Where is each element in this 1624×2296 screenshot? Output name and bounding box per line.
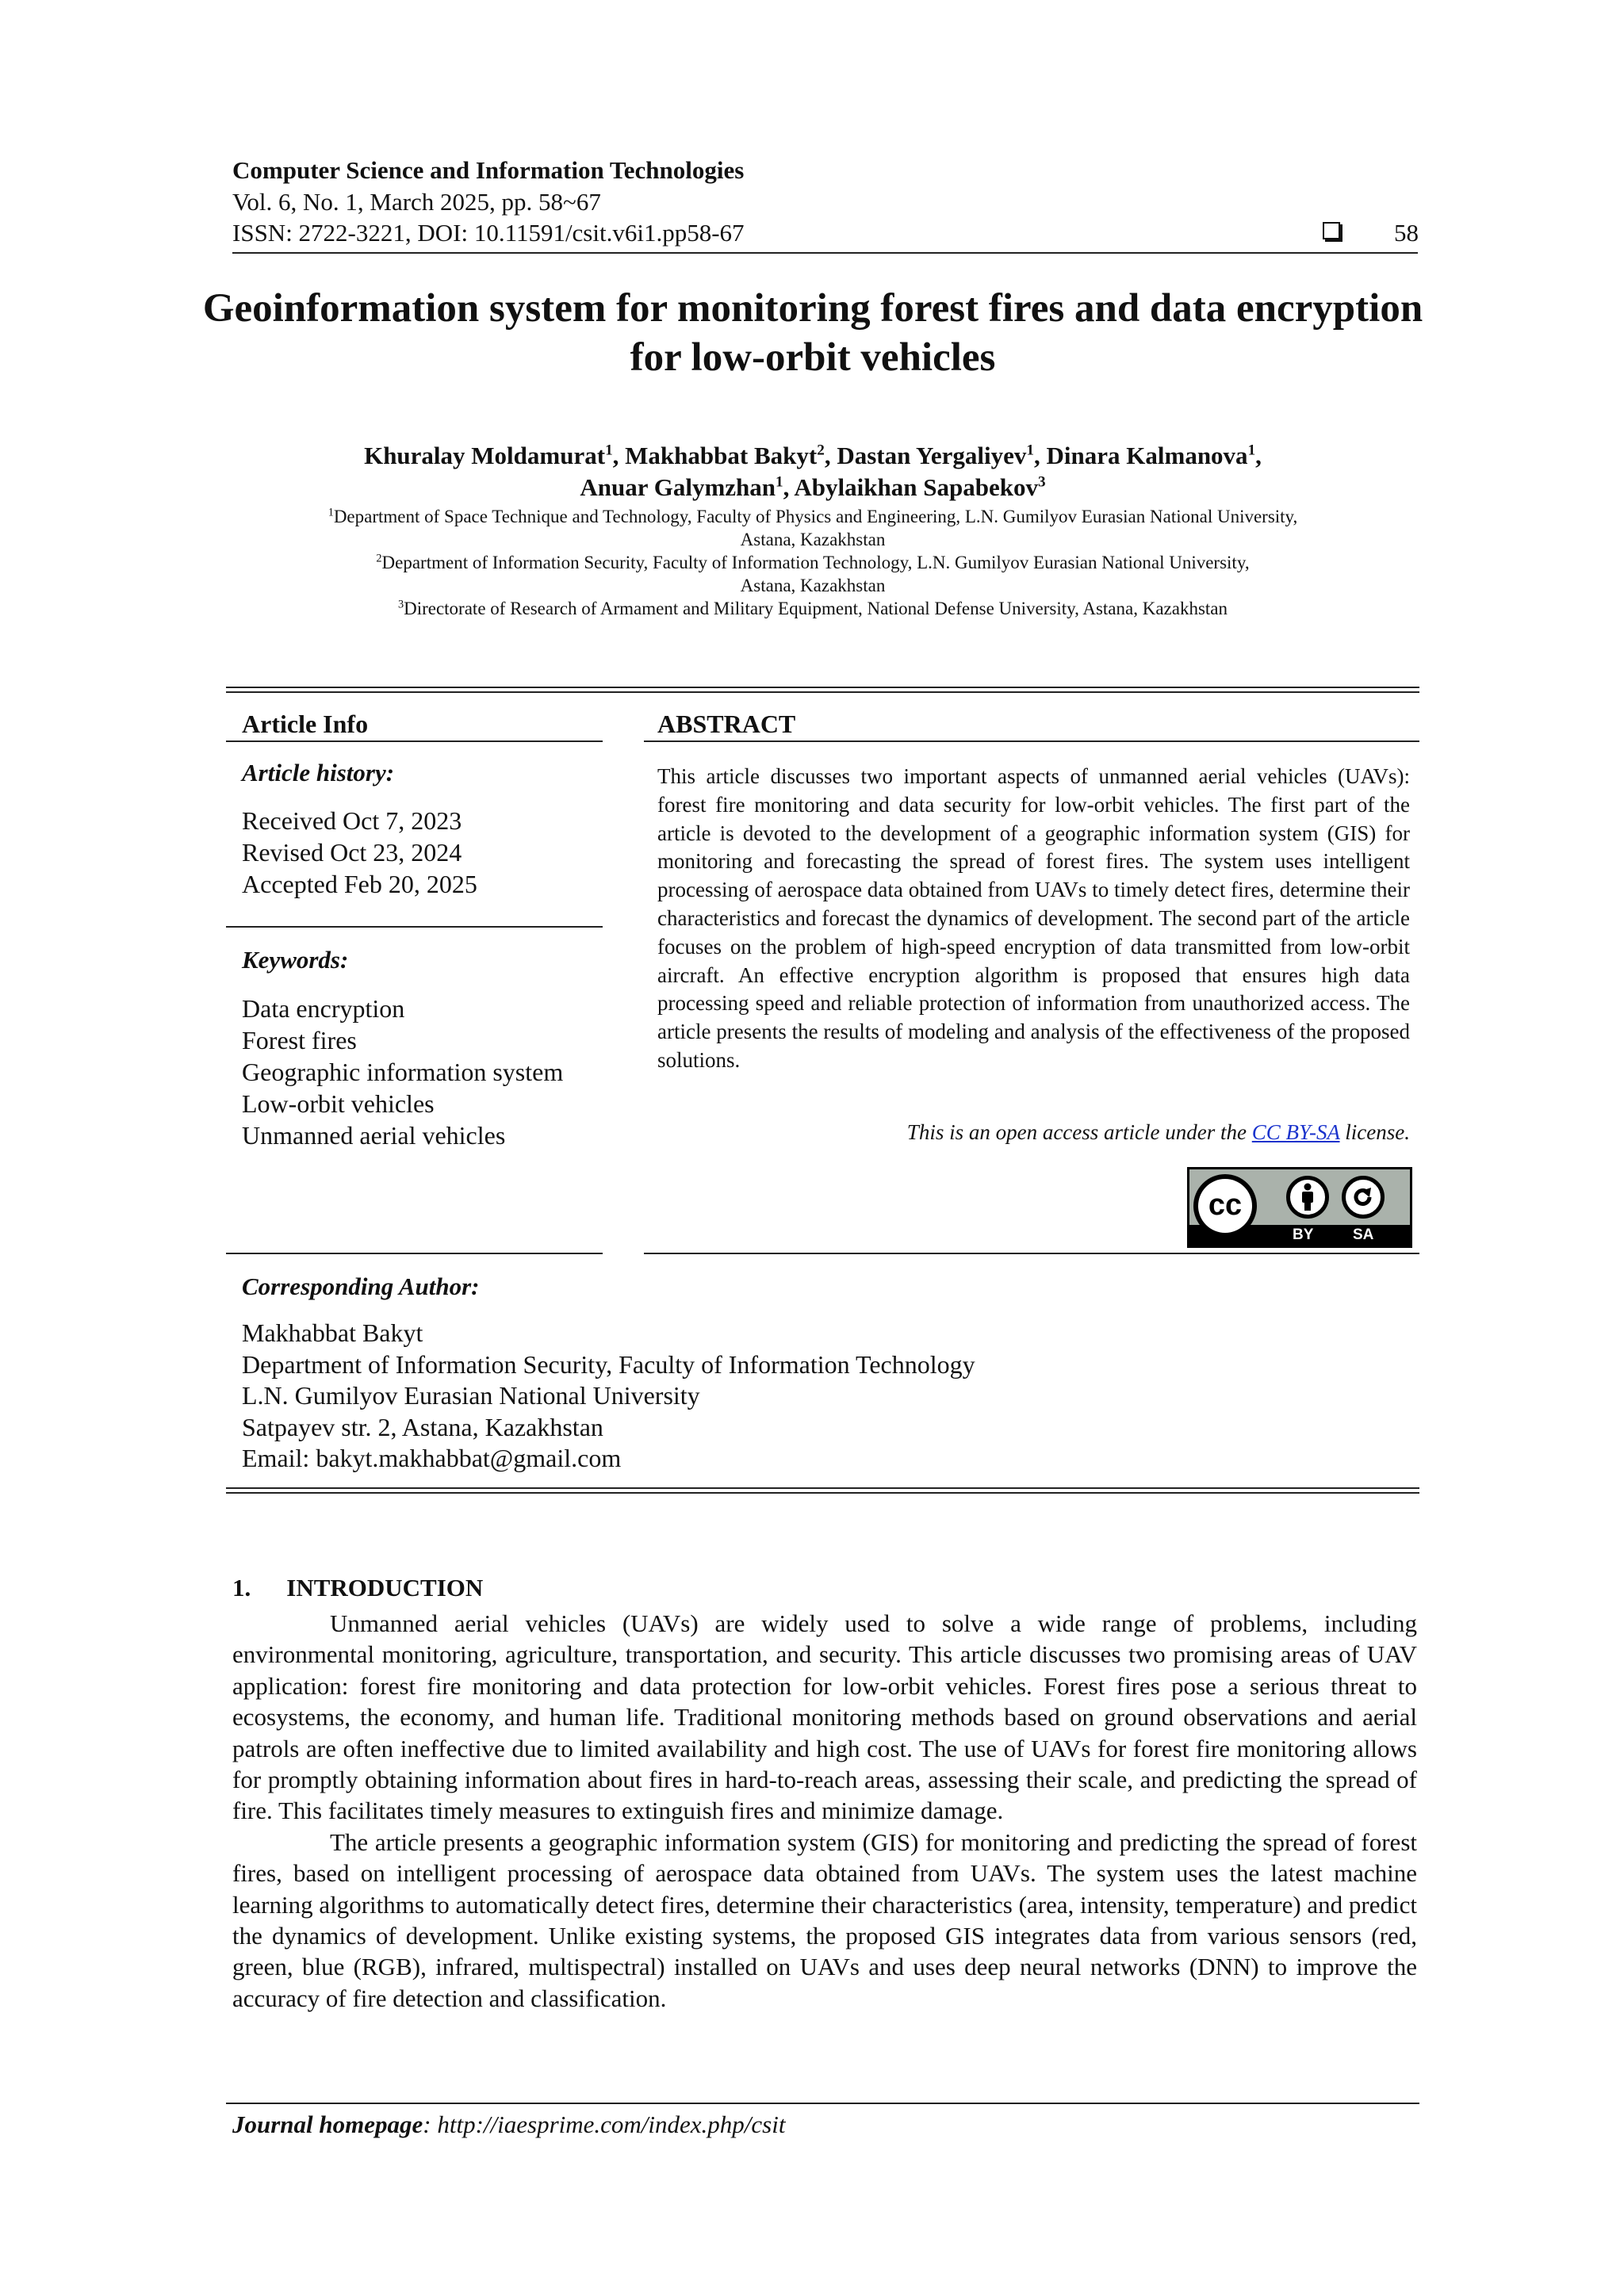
homepage-url[interactable]: : http://iaesprime.com/index.php/csit — [423, 2110, 786, 2138]
keyword: Geographic information system — [242, 1058, 564, 1086]
accepted-date: Accepted Feb 20, 2025 — [242, 870, 477, 898]
introduction-body — [232, 1608, 1417, 2014]
history-heading: Article history: — [242, 759, 395, 786]
author: Abylaikhan Sapabekov$^3$ — [794, 473, 1046, 501]
box-bullet-icon — [1323, 222, 1340, 239]
keywords-heading: Keywords: — [242, 946, 349, 974]
received-date: Received Oct 7, 2023 — [242, 806, 462, 835]
section-heading — [232, 1574, 483, 1602]
corresponding-university: L.N. Gumilyov Eurasian National University — [242, 1381, 700, 1410]
keywords-rule — [226, 1253, 603, 1254]
abstract-heading: ABSTRACT — [657, 710, 796, 738]
article-history — [242, 805, 477, 900]
corresponding-address: Satpayev str. 2, Astana, Kazakhstan — [242, 1412, 603, 1441]
abstract-rule — [644, 740, 1419, 742]
cc-by-sa-badge[interactable] — [1187, 1167, 1412, 1248]
corresponding-details — [242, 1318, 975, 1475]
corresponding-heading: Corresponding Author: — [242, 1272, 480, 1300]
corresponding-email: Email: bakyt.makhabbat@gmail.com — [242, 1444, 622, 1472]
keyword-list — [242, 993, 563, 1151]
keyword: Forest fires — [242, 1026, 357, 1054]
article-info-rule — [226, 740, 603, 742]
keyword: Low-orbit vehicles — [242, 1089, 435, 1118]
keyword: Data encryption — [242, 994, 405, 1023]
journal-name: Computer Science and Information Technologies — [232, 156, 745, 184]
info-top-rule — [226, 691, 1419, 693]
affiliation-cont: Astana, Kazakhstan — [740, 530, 886, 549]
page-number: 58 — [1394, 219, 1419, 247]
cc-by-label: BY — [1293, 1226, 1314, 1243]
section-title: INTRODUCTION — [286, 1574, 484, 1601]
corresponding-bottom-rule — [226, 1487, 1419, 1489]
attribution-icon — [1286, 1176, 1329, 1219]
info-top-rule — [226, 687, 1419, 688]
cc-icon: cc — [1193, 1174, 1257, 1238]
keyword: Unmanned aerial vehicles — [242, 1121, 506, 1150]
author: Dastan Yergaliyev$^1$ — [837, 442, 1035, 469]
journal-issn: ISSN: 2722-3221, DOI: 10.11591/csit.v6i1.pp58-67 — [232, 219, 745, 247]
affiliation-cont: Astana, Kazakhstan — [740, 576, 886, 595]
affiliation: $^1$Department of Space Technique and Technology, Faculty of Physics and Engineering, L.N. Gumilyov Eurasian National University, — [327, 506, 1298, 526]
paragraph: The article presents a geographic information system (GIS) for monitoring and predicting the spread of forest fires, based on intelligent processing of aerospace data obtained from UAVs. The system uses the latest machine learning algorithms to automatically detect fires, determine their characteristics (area, intensity, temperature) and predict the dynamics of development. Unlike existing systems, the proposed GIS integrates data from various sensors (red, green, blue (RGB), infrared, multispectral) installed on UAVs and uses deep neural networks (DNN) to improve the accuracy of fire detection and classification. — [232, 1827, 1417, 2012]
author: Dinara Kalmanova$^1$ — [1046, 442, 1256, 469]
author-list: Khuralay Moldamurat$^1$, Makhabbat Bakyt$^2$, Dastan Yergaliyev$^1$, Dinara Kalmanova$^1$, Anuar Galymzhan$^1$, Abylaikhan Sapabekov$^3$ — [364, 442, 1262, 501]
section-number: 1. — [232, 1574, 251, 1601]
affiliation-list — [159, 505, 1467, 620]
abstract-bottom-rule — [644, 1253, 1419, 1254]
abstract-body: This article discusses two important aspects of unmanned aerial vehicles (UAVs): forest fire monitoring and data security for low-orbit vehicles. The first part of the article is devoted to the development of a geographic information system (GIS) for monitoring and forecasting the spread of forest fires. The system uses intelligent processing of aerospace data obtained from UAVs to timely detect fires, determine their characteristics and forecast the dynamics of development. The second part of the article focuses on the problem of high-speed encryption of data transmitted from low-orbit aircraft. An effective encryption algorithm is proposed that ensures high data processing speed and reliable protection of information from unauthorized access. The article presents the results of modeling and analysis of the effectiveness of the proposed solutions. — [657, 764, 1410, 1072]
author: Anuar Galymzhan$^1$ — [580, 473, 783, 501]
cc-sa-label: SA — [1353, 1226, 1374, 1243]
paper-title: Geoinformation system for monitoring forest fires and data encryption for low-orbit vehicles — [202, 286, 1423, 380]
license-note: This is an open access article under the CC BY-SA license. — [906, 1120, 1410, 1144]
revised-date: Revised Oct 23, 2024 — [242, 838, 462, 867]
corresponding-name: Makhabbat Bakyt — [242, 1318, 423, 1347]
affiliation: $^2$Department of Information Security, Faculty of Information Technology, L.N. Gumilyov Eurasian National University, — [376, 552, 1250, 572]
journal-volume: Vol. 6, No. 1, March 2025, pp. 58~67 — [232, 188, 601, 216]
license-link[interactable]: CC BY-SA — [1251, 1120, 1340, 1144]
author: Khuralay Moldamurat$^1$ — [364, 442, 613, 469]
author: Makhabbat Bakyt$^2$ — [625, 442, 825, 469]
footer-rule — [226, 2103, 1419, 2104]
homepage-label: Journal homepage — [232, 2110, 423, 2138]
history-rule — [226, 926, 603, 928]
share-alike-icon — [1342, 1176, 1385, 1219]
corresponding-bottom-rule — [226, 1492, 1419, 1494]
corresponding-dept: Department of Information Security, Faculty of Information Technology — [242, 1349, 975, 1379]
affiliation: $^3$Directorate of Research of Armament and Military Equipment, National Defense University, Astana, Kazakhstan — [397, 598, 1228, 618]
header-rule — [232, 252, 1418, 254]
paragraph: Unmanned aerial vehicles (UAVs) are widely used to solve a wide range of problems, including environmental monitoring, agriculture, transportation, and security. This article discusses two promising areas of UAV application: forest fire monitoring and data protection for low-orbit vehicles. Forest fires pose a serious threat to ecosystems, the economy, and human life. Traditional monitoring methods based on ground observations and aerial patrols are often ineffective due to limited availability and high cost. The use of UAVs for forest fire monitoring allows for promptly obtaining information about fires in hard-to-reach areas, assessing their scale, and predicting the spread of fire. This facilitates timely measures to extinguish fires and minimize damage. — [232, 1609, 1417, 1825]
journal-homepage — [232, 2110, 785, 2139]
article-info-heading: Article Info — [242, 710, 369, 738]
